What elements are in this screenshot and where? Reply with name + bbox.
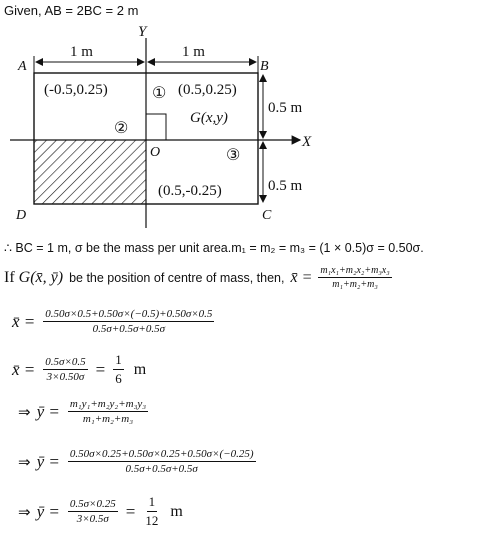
- equation-5: [18, 494, 183, 529]
- centre-line-text: be the position of centre of mass, then,: [69, 270, 285, 285]
- corner-d-label: D: [16, 208, 27, 223]
- implies-arrow: ⇒: [18, 452, 31, 471]
- x-axis-label: X: [302, 134, 312, 150]
- fraction-numerator: 0.5σ×0.25: [69, 498, 116, 510]
- fraction-denominator: 3×0.5σ: [76, 513, 109, 525]
- equation-lhs: ȳ =: [36, 451, 60, 471]
- if-word: If: [4, 268, 15, 286]
- corner-c-label: C: [262, 208, 272, 223]
- equation-lhs: x̄ =: [12, 311, 36, 331]
- circle-label-3: ③: [226, 147, 241, 164]
- centre-of-mass-line: [4, 265, 392, 290]
- xbar-lhs: x̄ =: [290, 268, 313, 286]
- centre-box: [146, 114, 166, 140]
- unit-label: m: [170, 502, 183, 520]
- fraction-numerator: 1: [147, 494, 158, 512]
- y-axis-label: Y: [138, 24, 147, 40]
- equation-2: [12, 352, 146, 387]
- implies-arrow: ⇒: [18, 502, 31, 521]
- equation-lhs: ȳ =: [36, 401, 60, 421]
- unit-label: m: [133, 360, 147, 378]
- centre-label: G(x,y): [190, 110, 228, 126]
- equation-1: [12, 308, 214, 335]
- dim-lower-label: 0.5 m: [268, 178, 303, 194]
- fraction-denominator: 0.5σ+0.5σ+0.5σ: [125, 463, 198, 475]
- implies-arrow: ⇒: [18, 402, 31, 421]
- dim-right-label: 1 m: [182, 44, 205, 60]
- equation-fraction: [68, 498, 118, 525]
- fraction-numerator: 0.5σ×0.5: [45, 356, 86, 368]
- equation-fraction: [43, 356, 87, 383]
- fraction-denominator: 0.5σ+0.5σ+0.5σ: [92, 323, 166, 335]
- equals-sign: =: [95, 359, 106, 379]
- equation-fraction: [43, 308, 214, 335]
- equation-4: [18, 448, 256, 475]
- equation-fraction: [68, 448, 256, 475]
- coord-label-2: (0.5,0.25): [178, 82, 237, 98]
- equation-lhs: ȳ =: [36, 501, 60, 521]
- result-fraction: [143, 494, 160, 529]
- fraction-numerator: 0.50σ×0.5+0.50σ×(−0.5)+0.50σ×0.5: [45, 308, 213, 320]
- fraction-numerator: m₁y₁+m₂y₂+m₃y₃: [69, 398, 147, 410]
- hatched-region: [34, 140, 146, 204]
- coord-label-1: (-0.5,0.25): [44, 82, 108, 98]
- equation-lhs: x̄ =: [12, 359, 36, 379]
- given-statement: Given, AB = 2BC = 2 m: [4, 3, 139, 18]
- corner-b-label: B: [260, 59, 269, 74]
- equation-3: [18, 398, 148, 425]
- g-symbol: G(x̄, ȳ): [18, 268, 64, 286]
- fraction-denominator: 3×0.50σ: [46, 371, 85, 383]
- circle-label-1: ①: [152, 85, 167, 102]
- fraction-numerator: 1: [113, 352, 124, 370]
- rectangle-diagram: [0, 18, 330, 228]
- origin-label: O: [150, 145, 161, 160]
- fraction-denominator: 12: [145, 513, 159, 528]
- corner-a-label: A: [18, 59, 27, 74]
- fraction-denominator: m₁+m₂+m₃: [82, 413, 134, 425]
- fraction-denominator: m₁+m₂+m₃: [332, 279, 378, 290]
- fraction-numerator: 0.50σ×0.25+0.50σ×0.25+0.50σ×(−0.25): [69, 448, 254, 460]
- dim-left-label: 1 m: [70, 44, 93, 60]
- statement-line: ∴ BC = 1 m, σ be the mass per unit area.m₁ = m₂ = m₃ = (1 × 0.5)σ = 0.50σ.: [4, 241, 424, 255]
- equals-sign: =: [125, 501, 136, 521]
- fraction-numerator: m₁x₁+m₂x₂+m₃x₃: [320, 265, 390, 276]
- circle-label-2: ②: [114, 120, 129, 137]
- coord-label-3: (0.5,-0.25): [158, 183, 222, 199]
- dim-upper-label: 0.5 m: [268, 100, 303, 116]
- xbar-general-fraction: [318, 265, 391, 290]
- equation-fraction: [68, 398, 148, 425]
- fraction-denominator: 6: [115, 371, 122, 386]
- result-fraction: [113, 352, 124, 387]
